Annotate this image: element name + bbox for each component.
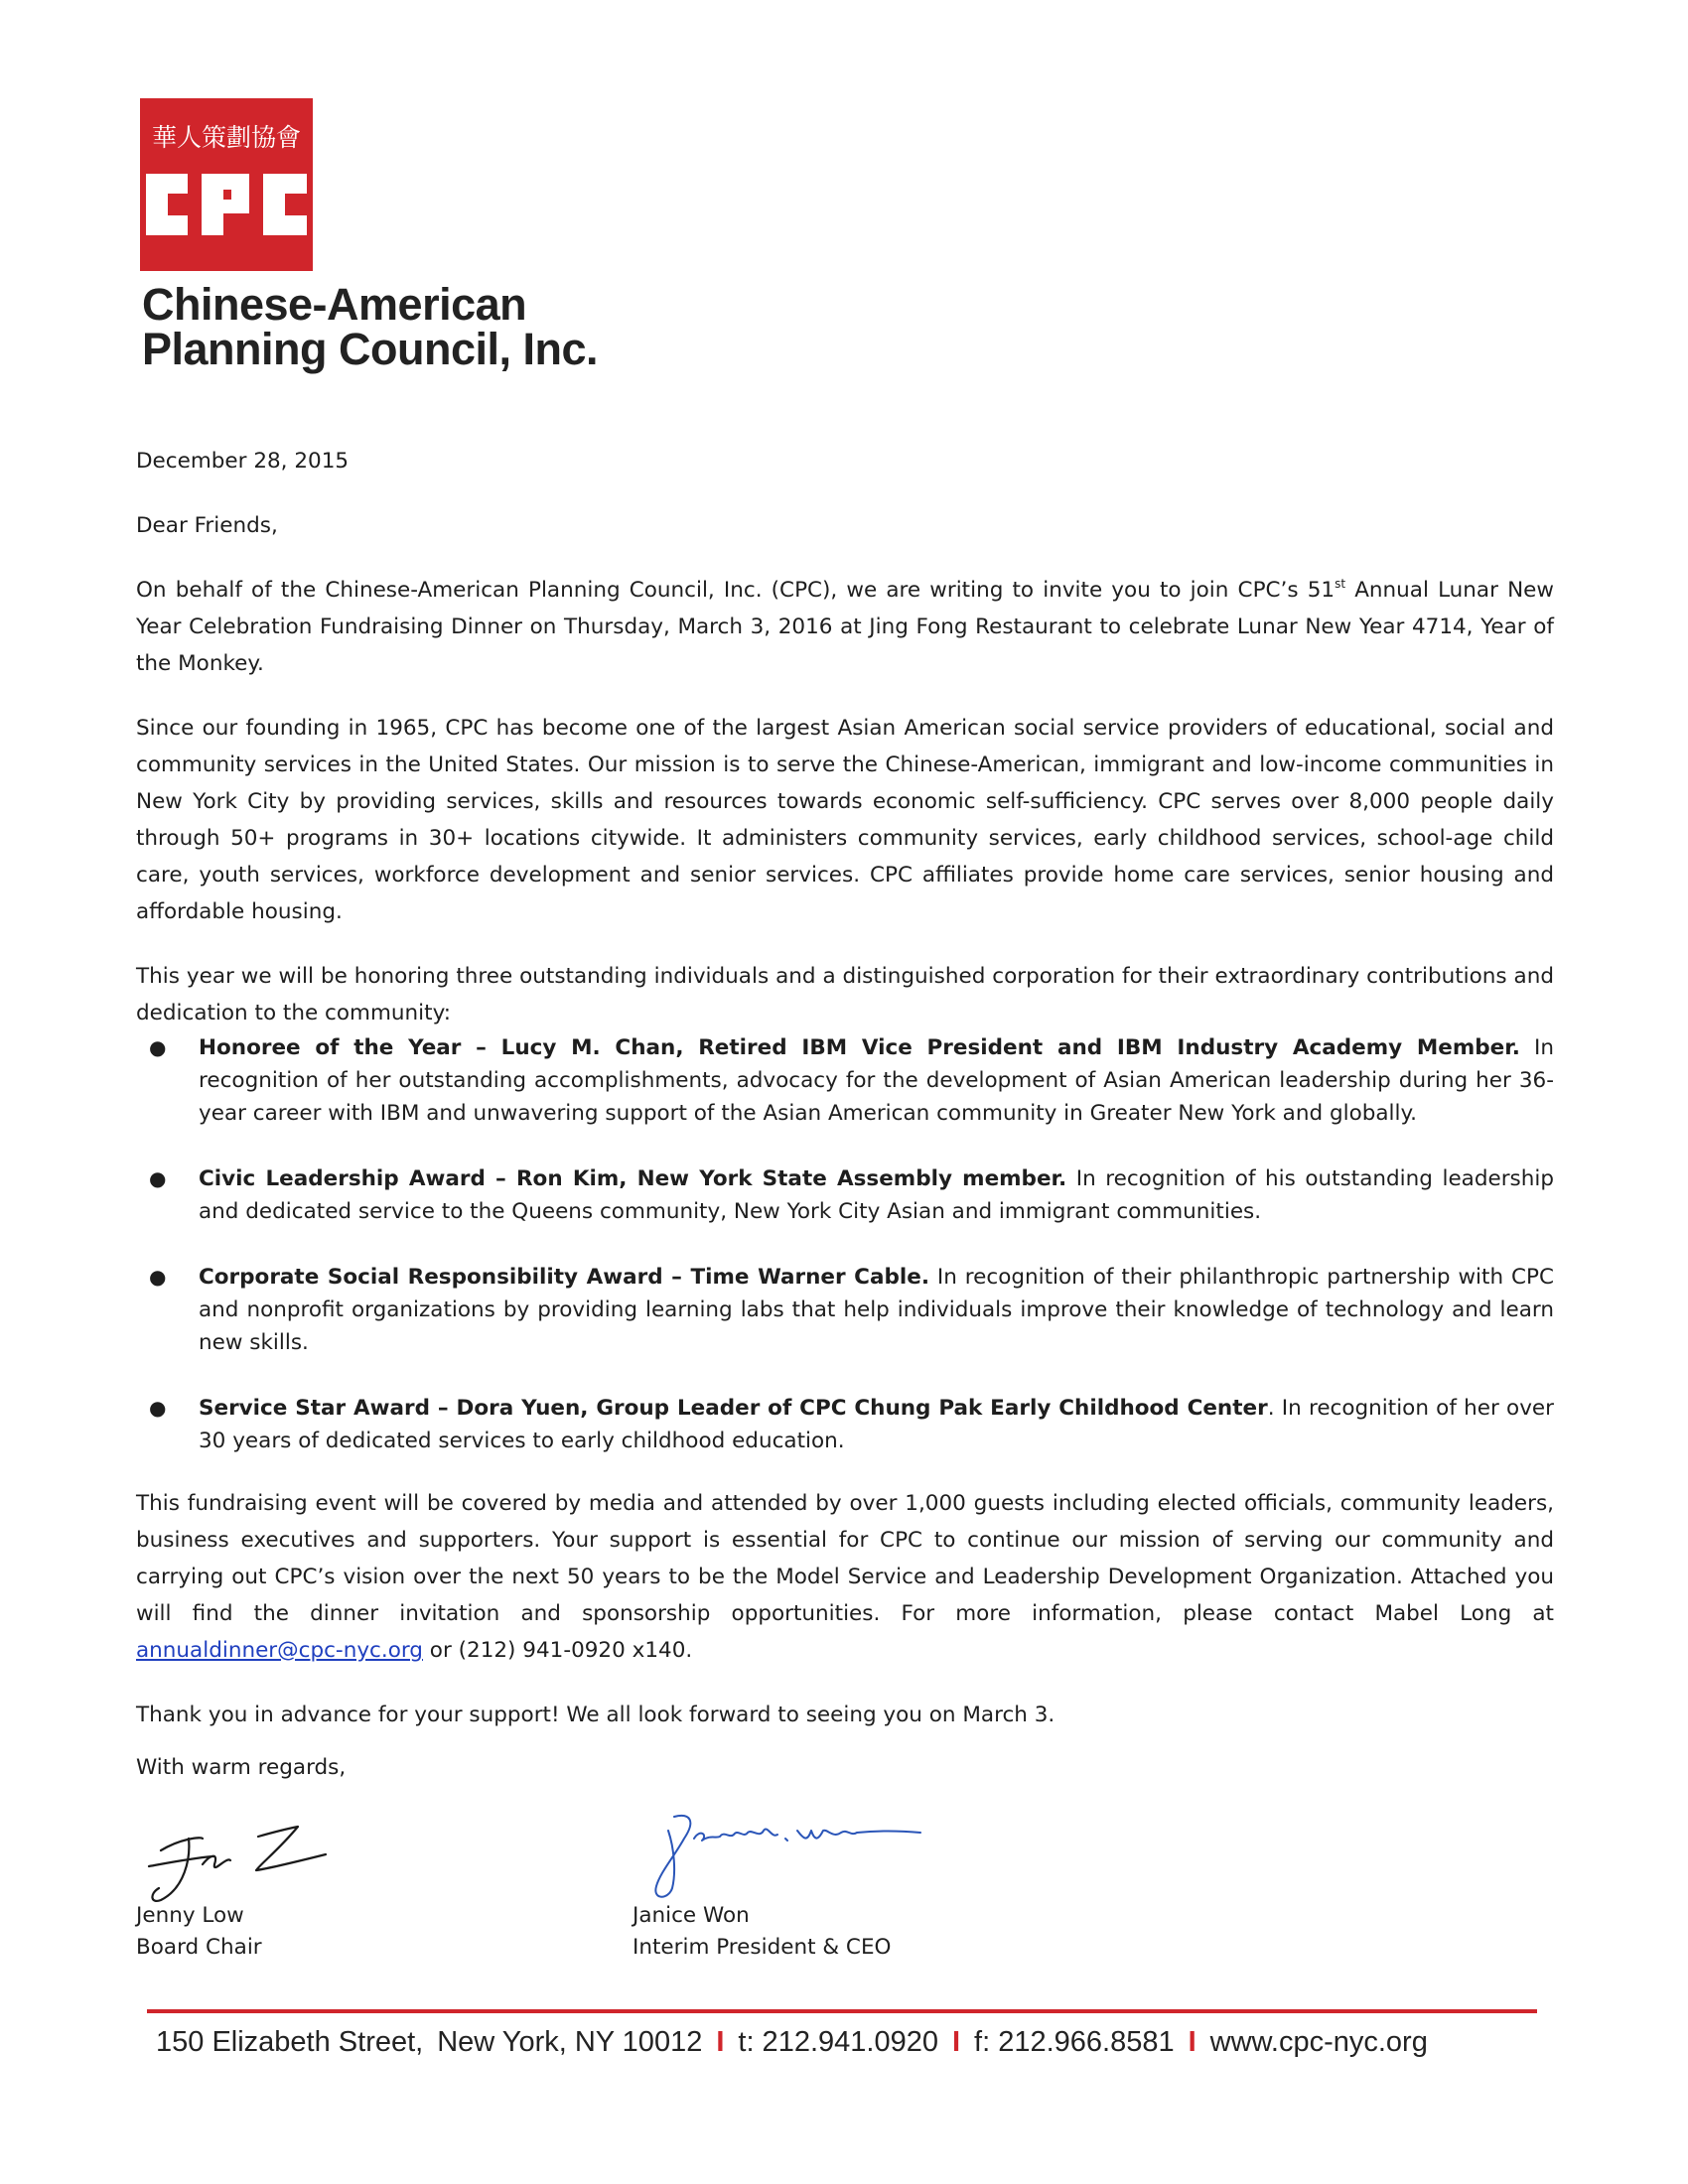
org-name-line2: Planning Council, Inc. [142,324,599,374]
footer-separator: I [951,2026,961,2058]
bullet-icon: ● [149,1035,167,1059]
logo-chinese-name: 華人策劃協會 [151,123,302,152]
signer-title: Interim President & CEO [633,1935,892,1960]
contact-email-link[interactable]: annualdinner@cpc-nyc.org [136,1638,423,1663]
honoree-description: In recognition of his outstanding leadership and dedicated service to the Queens community, New York City Asian and immigrant communities. [199,1166,1555,1224]
honoree-title: Service Star Award – Dora Yuen, Group Leader of CPC Chung Pak Early Childhood Center [199,1396,1268,1421]
footer-city: New York, NY 10012 [437,2026,703,2058]
letter-date: December 28, 2015 [136,449,350,474]
honoree-title: Corporate Social Responsibility Award – Time Warner Cable. [199,1265,929,1290]
honoree-description: In recognition of their philanthropic partnership with CPC and nonprofit organizations by providing learning labs that help individuals improve their knowledge of technology and learn new skills. [199,1265,1554,1355]
ordinal-suffix: st [1335,577,1346,591]
list-item [136,1392,1554,1457]
signer-janice [633,1900,891,1964]
footer-divider [147,2009,1537,2013]
paragraph-mission: Since our founding in 1965, CPC has become one of the largest Asian American social service providers of educational, social and community services in the United States. Our mission is to serve the Chinese-American, immigrant and low-income communities in New York City by providing services, skills and resources towards economic self-sufficiency. CPC serves over 8,000 people daily through 50+ programs in 30+ locations citywide. It administers community services, early childhood services, school-age child care, youth services, workforce development and senior services. CPC affiliates provide home care services, senior housing and affordable housing. [136,716,1554,924]
bullet-icon: ● [149,1265,167,1289]
signature-jenny-low [141,1809,340,1908]
footer-fax: f: 212.966.8581 [974,2026,1175,2058]
signer-name: Janice Won [633,1903,750,1928]
footer-street: 150 Elizabeth Street, [156,2026,424,2058]
org-name [142,279,599,374]
letter-body [136,443,1554,1786]
org-name-line1: Chinese-American [142,279,527,330]
bullet-icon: ● [149,1396,167,1420]
signer-title: Board Chair [136,1935,262,1960]
footer-separator: I [1188,2026,1196,2058]
list-item [136,1031,1554,1130]
list-item [136,1162,1554,1228]
bullet-icon: ● [149,1166,167,1190]
paragraph-honorees-intro: This year we will be honoring three outstanding individuals and a distinguished corporation for their extraordinary contributions and dedication to the community: [136,964,1554,1025]
honoree-title: Civic Leadership Award – Ron Kim, New York State Assembly member. [199,1166,1067,1191]
thank-you-line: Thank you in advance for your support! We all look forward to seeing you on March 3. [136,1703,1055,1727]
signer-jenny [136,1900,262,1964]
invitation-text: On behalf of the Chinese-American Planning Council, Inc. (CPC), we are writing to invite you to join CPC’s 51 [136,578,1336,603]
footer-website[interactable]: www.cpc-nyc.org [1209,2026,1428,2058]
paragraph-event-details [136,1485,1554,1669]
footer-phone: t: 212.941.0920 [738,2026,938,2058]
honorees-list [136,1031,1554,1457]
honoree-title: Honoree of the Year – Lucy M. Chan, Retired IBM Vice President and IBM Industry Academy Member. [199,1035,1520,1060]
signer-name: Jenny Low [136,1903,244,1928]
paragraph-invitation [136,572,1554,682]
signature-janice-won [638,1809,926,1908]
salutation: Dear Friends, [136,513,278,538]
cpc-logo [140,98,313,271]
footer-address [156,2021,1428,2063]
closing-regards: With warm regards, [136,1755,347,1780]
event-details-phone: or (212) 941-0920 x140. [422,1638,693,1663]
honoree-description: . In recognition of her over 30 years of dedicated services to early childhood education. [199,1396,1554,1453]
list-item [136,1261,1554,1359]
invitation-text-cont: Annual Lunar New Year Celebration Fundraising Dinner on Thursday, March 3, 2016 at Jing Fong Restaurant to celebrate Lunar New Year 4714, Year of the Monkey. [136,578,1554,676]
footer-separator: I [716,2026,725,2058]
event-details-text: This fundraising event will be covered by media and attended by over 1,000 guests including elected officials, community leaders, business executives and supporters. Your support is essential for CPC to continue our mission of serving our community and carrying out CPC’s vision over the next 50 years to be the Model Service and Leadership Development Organization. Attached you will find the dinner invitation and sponsorship opportunities. For more information, please contact Mabel Long at [136,1491,1554,1626]
honoree-description: In recognition of her outstanding accomplishments, advocacy for the development of Asian American leadership during her 36-year career with IBM and unwavering support of the Asian American community in Greater New York and globally. [199,1035,1554,1126]
